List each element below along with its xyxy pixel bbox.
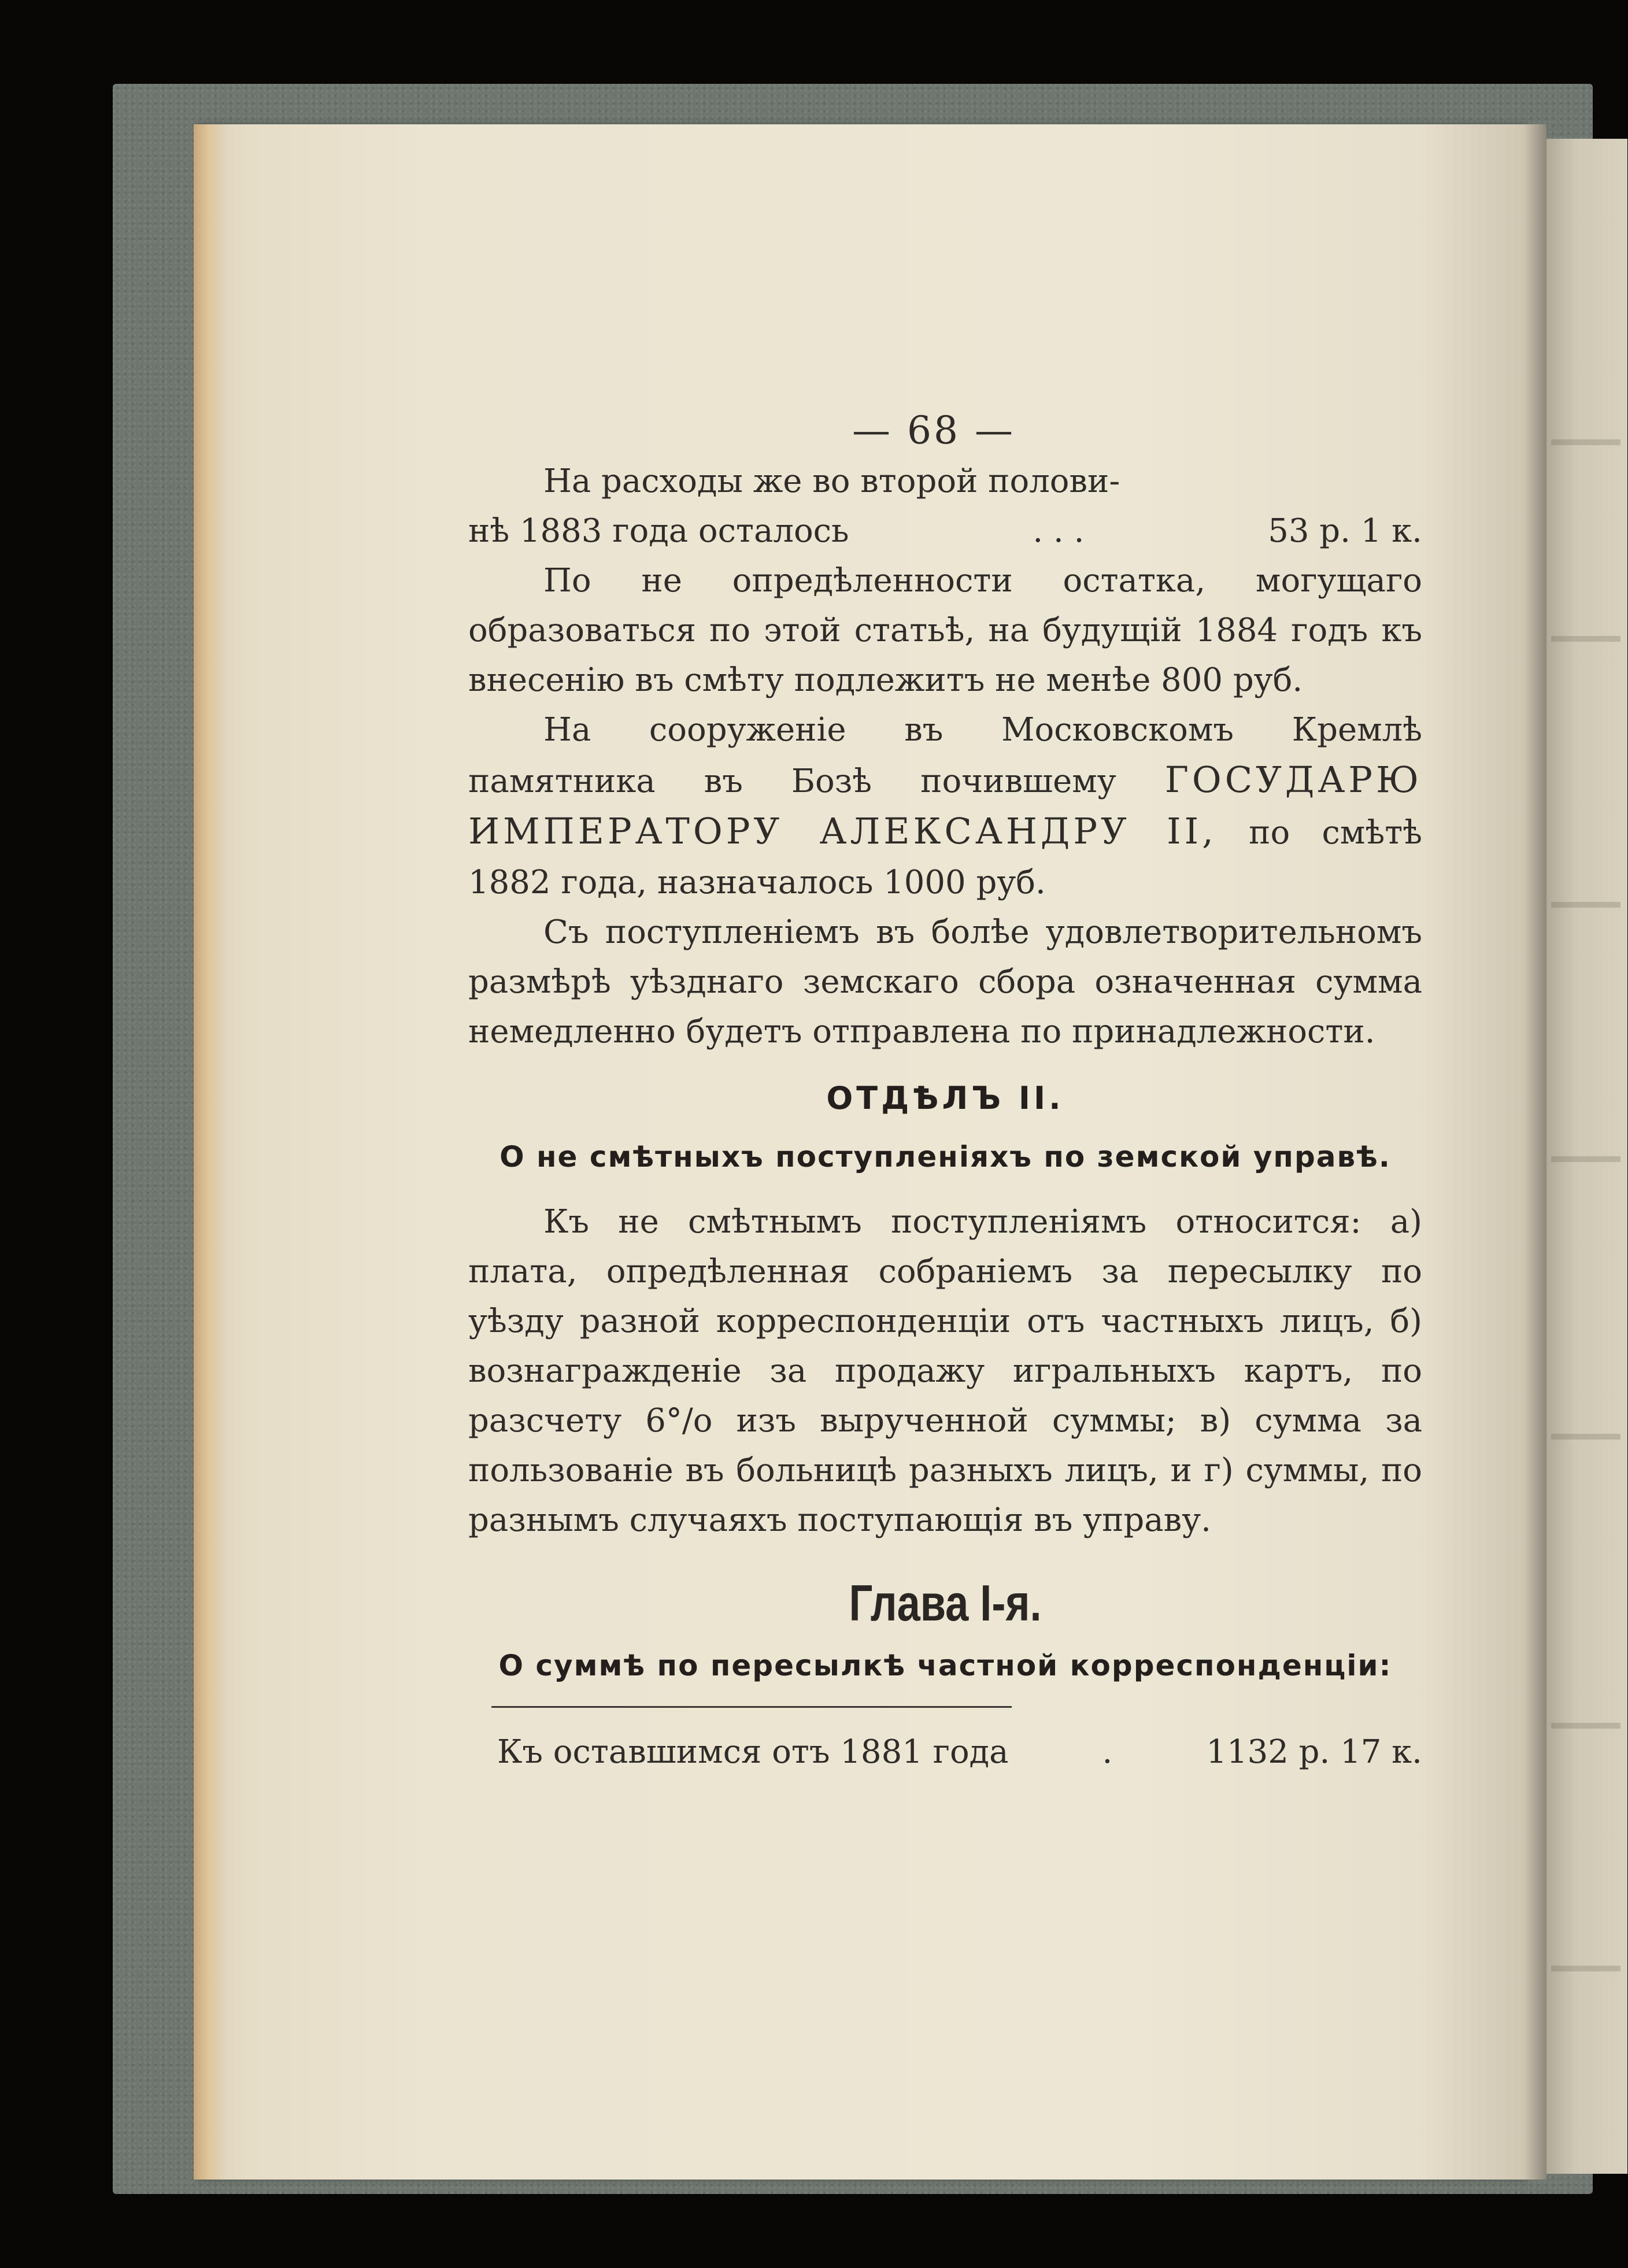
carry-over-row	[468, 1727, 1422, 1777]
page-gutter	[194, 124, 225, 2180]
carry-over-amount: 1132 р. 17 к.	[1206, 1733, 1422, 1771]
paragraph-collection: Съ поступленіемъ въ болѣе удовлетворительномъ размѣрѣ уѣзднаго земскаго сбора означенная сумма немедленно будетъ отправлена по принадлежности.	[468, 913, 1422, 1050]
remainder-amount: 53 р. 1 к.	[1268, 512, 1422, 550]
bleed-through-line	[1551, 902, 1620, 908]
paragraph-undetermined-remainder: По не опредѣленности остатка, могущаго образоваться по этой статьѣ, на будущій 1884 годъ къ внесенію въ смѣту подлежитъ не менѣе 800 руб.	[468, 562, 1422, 699]
bleed-through-line	[1551, 1966, 1620, 1971]
bleed-through-line	[1551, 1434, 1620, 1440]
bleed-through-line	[1551, 1723, 1620, 1729]
section-title: ОТДѢЛЪ II.	[826, 1080, 1064, 1116]
monument-text-end: по смѣтѣ 1882 года, назначалось 1000 руб.	[468, 814, 1422, 901]
monument-text-start: На сооруженіе въ Московскомъ Кремлѣ памятника въ Бозѣ почившему	[468, 711, 1422, 800]
monument-emperor-name: ГОСУДАРЮ ИМПЕРАТОРУ АЛЕКСАНДРУ II,	[468, 759, 1422, 852]
carry-over-dot: .	[1102, 1733, 1113, 1771]
bleed-through-line	[1551, 636, 1620, 642]
next-page-edge	[1541, 139, 1627, 2174]
expenses-remainder-row	[468, 506, 1422, 556]
chapter-subtitle: О суммѣ по пересылкѣ частной корреспонденціи:	[498, 1649, 1392, 1682]
bleed-through-line	[1551, 1156, 1620, 1162]
paragraph-monument	[468, 705, 1422, 908]
page-edge	[1523, 124, 1546, 2180]
remainder-label: нѣ 1883 года осталось	[468, 512, 849, 550]
page-text	[468, 405, 1422, 1777]
paragraph-expenses-line1: На расходы же во второй полови-	[543, 463, 1120, 500]
bleed-through-line	[1551, 439, 1620, 445]
chapter-title: Глава I-я.	[849, 1574, 1042, 1631]
carry-over-label: Къ оставшимся отъ 1881 года	[497, 1733, 1009, 1771]
horizontal-rule	[491, 1706, 1012, 1708]
section-subtitle: О не смѣтныхъ поступленіяхъ по земской управѣ.	[500, 1140, 1391, 1174]
leader-dots: . . .	[1033, 512, 1085, 550]
page-number: — 68 —	[852, 408, 1015, 453]
paragraph-non-estimate-receipts: Къ не смѣтнымъ поступленіямъ относится: а) плата, опредѣленная собраніемъ за пересылку по уѣзду разной корреспонденціи отъ частныхъ лицъ, б) вознагражденіе за продажу игральныхъ картъ, по разсчету 6°/о изъ вырученной суммы; в) сумма за пользованіе въ больницѣ разныхъ лицъ, и г) суммы, по разнымъ случаяхъ поступающія въ управу.	[468, 1203, 1422, 1539]
